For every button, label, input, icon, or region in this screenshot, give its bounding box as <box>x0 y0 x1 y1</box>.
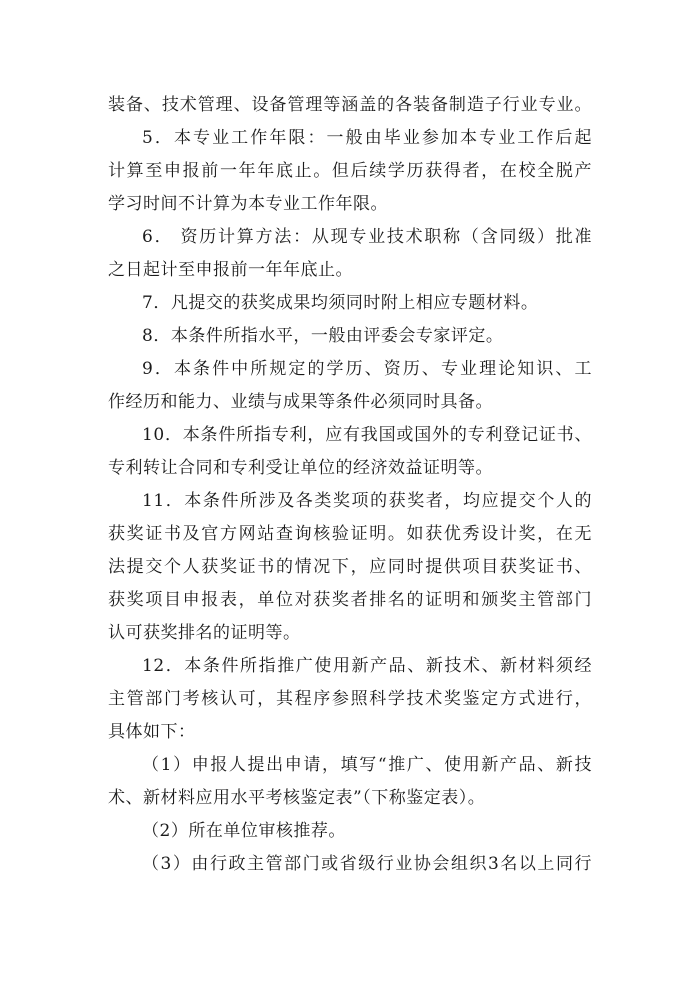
text-line: 之日起计至申报前一年年底止。 <box>108 260 353 280</box>
text-line: 12．本条件所指推广使用新产品、新技术、新材料须经 <box>142 656 592 676</box>
text-line: 装备、技术管理、设备管理等涵盖的各装备制造子行业专业。 <box>108 95 592 115</box>
text-line: 11．本条件所涉及各类奖项的获奖者，均应提交个人的 <box>142 491 592 511</box>
text-line: 获奖项目申报表，单位对获奖者排名的证明和颁奖主管部门 <box>108 590 592 610</box>
text-line: 10．本条件所指专利，应有我国或国外的专利登记证书、 <box>142 425 592 445</box>
text-line: 6． 资历计算方法：从现专业技术职称（含同级）批准 <box>142 227 592 247</box>
text-line: 学习时间不计算为本专业工作年限。 <box>108 194 388 214</box>
text-line: 法提交个人获奖证书的情况下，应同时提供项目获奖证书、 <box>108 557 592 577</box>
text-line: 9．本条件中所规定的学历、资历、专业理论知识、工 <box>142 359 592 379</box>
text-line: 术、新材料应用水平考核鉴定表”（下称鉴定表）。 <box>108 788 486 808</box>
text-line: 7．凡提交的获奖成果均须同时附上相应专题材料。 <box>142 293 539 313</box>
text-line: （1）申报人提出申请，填写“推广、使用新产品、新技 <box>142 755 592 775</box>
text-line: （2）所在单位审核推荐。 <box>142 821 346 841</box>
text-line: 计算至申报前一年年底止。但后续学历获得者，在校全脱产 <box>108 161 592 181</box>
text-line: 8．本条件所指水平，一般由评委会专家评定。 <box>142 326 504 346</box>
text-line: 认可获奖排名的证明等。 <box>108 623 301 643</box>
text-line: 获奖证书及官方网站查询核验证明。如获优秀设计奖，在无 <box>108 524 592 544</box>
text-line: 作经历和能力、业绩与成果等条件必须同时具备。 <box>108 392 493 412</box>
text-line: （3）由行政主管部门或省级行业协会组织3名以上同行 <box>142 854 592 874</box>
text-line: 主管部门考核认可，其程序参照科学技术奖鉴定方式进行， <box>108 689 592 709</box>
text-line: 5．本专业工作年限：一般由毕业参加本专业工作后起 <box>142 128 592 148</box>
text-line: 专利转让合同和专利受让单位的经济效益证明等。 <box>108 458 493 478</box>
text-line: 具体如下： <box>108 722 196 742</box>
